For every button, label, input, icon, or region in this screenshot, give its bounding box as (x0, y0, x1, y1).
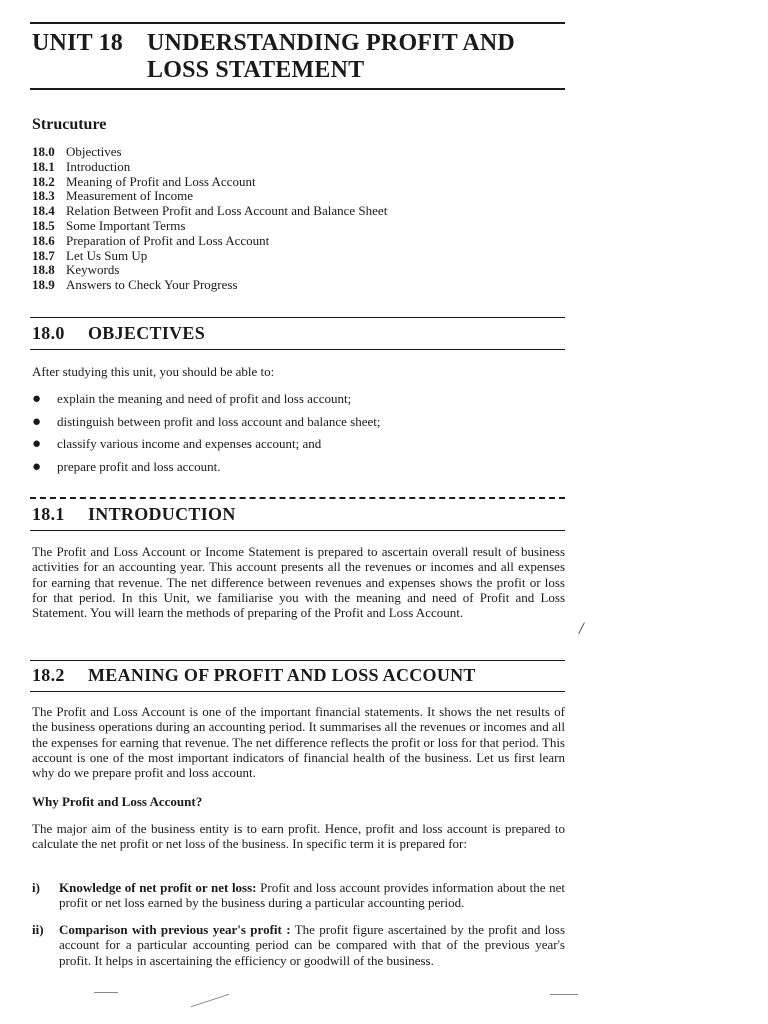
list-item (32, 411, 380, 434)
list-item-text: explain the meaning and need of profit and loss account; (57, 391, 352, 406)
toc-item-label: Let Us Sum Up (66, 247, 148, 263)
section-title: OBJECTIVES (88, 323, 206, 343)
scan-speck (550, 994, 578, 995)
structure-list (32, 145, 387, 293)
toc-item-label: Answers to Check Your Progress (66, 277, 238, 293)
meaning-top-rule (30, 660, 565, 661)
toc-item-number: 18.3 (32, 188, 55, 204)
toc-item-number: 18.1 (32, 158, 55, 174)
section-number: 18.0 (32, 323, 65, 343)
toc-item (32, 249, 387, 264)
point-body (32, 880, 565, 911)
point-text: The profit figure ascertained by the profit and loss account for a particular accounting period can be compared with that of the previous year's profit. It helps in ascertaining the efficiency or goodwill of the business. (59, 922, 566, 968)
bullet-icon: ● (32, 413, 42, 430)
unit-title-line2: LOSS STATEMENT (147, 57, 365, 83)
list-item (32, 388, 380, 411)
document-page (30, 0, 586, 1024)
why-heading: Why Profit and Loss Account? (32, 794, 203, 809)
point-marker: i) (32, 880, 40, 895)
unit-title-line1: UNDERSTANDING PROFIT AND (147, 30, 515, 56)
point-title: Comparison with previous year's profit : (59, 922, 291, 937)
bullet-icon: ● (32, 436, 42, 452)
toc-item (32, 219, 387, 234)
introduction-top-rule (30, 497, 565, 499)
toc-item (32, 160, 387, 175)
pen-mark: / (577, 617, 586, 639)
objectives-intro: After studying this unit, you should be able to: (32, 364, 275, 379)
list-item (32, 456, 380, 479)
section-number: 18.2 (32, 665, 65, 685)
meaning-bottom-rule (30, 691, 565, 692)
point-marker: ii) (32, 922, 44, 937)
toc-item-number: 18.0 (32, 144, 55, 159)
objectives-list (32, 388, 380, 478)
unit-number: UNIT 18 (32, 30, 123, 56)
introduction-paragraph: The Profit and Loss Account or Income Statement is prepared to ascertain overall result of business activities for an accounting year. This account presents all the revenues or incomes and all expenses for earning that revenue. The net difference between revenues and expenses shows the profit or loss for that period. In this Unit, we familiarise you with the meaning and need of Profit and Loss Statement. You will learn the methods of preparing of the Profit and Loss Account. (32, 544, 565, 621)
toc-item-number: 18.8 (32, 262, 55, 278)
toc-item-label: Meaning of Profit and Loss Account (66, 173, 256, 189)
title-top-rule (30, 22, 565, 24)
toc-item (32, 234, 387, 249)
scan-speck (191, 994, 229, 1007)
introduction-heading (32, 504, 236, 525)
title-bottom-rule (30, 88, 565, 90)
bullet-icon: ● (32, 391, 42, 407)
structure-heading: Strucuture (32, 116, 107, 133)
toc-item-number: 18.2 (32, 173, 55, 189)
toc-item-number: 18.5 (32, 217, 55, 233)
toc-item (32, 189, 387, 204)
toc-item-label: Keywords (66, 262, 120, 278)
toc-item (32, 278, 387, 293)
toc-item-label: Objectives (66, 144, 122, 159)
toc-item-number: 18.9 (32, 277, 55, 293)
section-number: 18.1 (32, 504, 65, 524)
list-item (32, 433, 380, 456)
toc-item (32, 263, 387, 278)
objectives-heading (32, 323, 205, 344)
why-paragraph: The major aim of the business entity is to earn profit. Hence, profit and loss account is prepared to calculate the net profit or net loss of the business. In specific term it is prepared for: (32, 821, 565, 852)
introduction-bottom-rule (30, 530, 565, 531)
point-body (32, 922, 565, 968)
objectives-top-rule (30, 317, 565, 318)
list-item-text: classify various income and expenses account; and (57, 436, 322, 451)
toc-item (32, 175, 387, 190)
toc-item-number: 18.7 (32, 247, 55, 263)
toc-item (32, 145, 387, 160)
toc-item-label: Introduction (66, 158, 131, 174)
toc-item-number: 18.4 (32, 203, 55, 219)
meaning-paragraph: The Profit and Loss Account is one of the important financial statements. It shows the net results of the business operations during an accounting period. It summarises all the revenues or incomes and all the expenses for earning that revenue. The net difference reflects the profit or loss for that period. This account is one of the most important indicators of financial health of the business. Let us first learn why do we prepare profit and loss account. (32, 704, 565, 781)
point-text: Profit and loss account provides information about the net profit or net loss earned by the business during a particular accounting period. (59, 880, 566, 911)
point-knowledge (32, 880, 565, 911)
section-title: MEANING OF PROFIT AND LOSS ACCOUNT (88, 665, 476, 685)
unit-title (32, 30, 515, 84)
bullet-icon: ● (32, 458, 42, 475)
point-title: Knowledge of net profit or net loss: (59, 880, 257, 895)
list-item-text: distinguish between profit and loss account and balance sheet; (57, 413, 381, 429)
section-title: INTRODUCTION (88, 504, 236, 524)
toc-item-number: 18.6 (32, 232, 55, 248)
point-comparison (32, 922, 565, 968)
toc-item (32, 204, 387, 219)
toc-item-label: Preparation of Profit and Loss Account (66, 232, 270, 248)
toc-item-label: Some Important Terms (66, 217, 186, 233)
scan-speck (94, 992, 118, 993)
list-item-text: prepare profit and loss account. (57, 458, 221, 474)
meaning-heading (32, 665, 476, 686)
objectives-bottom-rule (30, 349, 565, 350)
toc-item-label: Relation Between Profit and Loss Account and Balance Sheet (66, 203, 388, 219)
toc-item-label: Measurement of Income (66, 188, 194, 204)
